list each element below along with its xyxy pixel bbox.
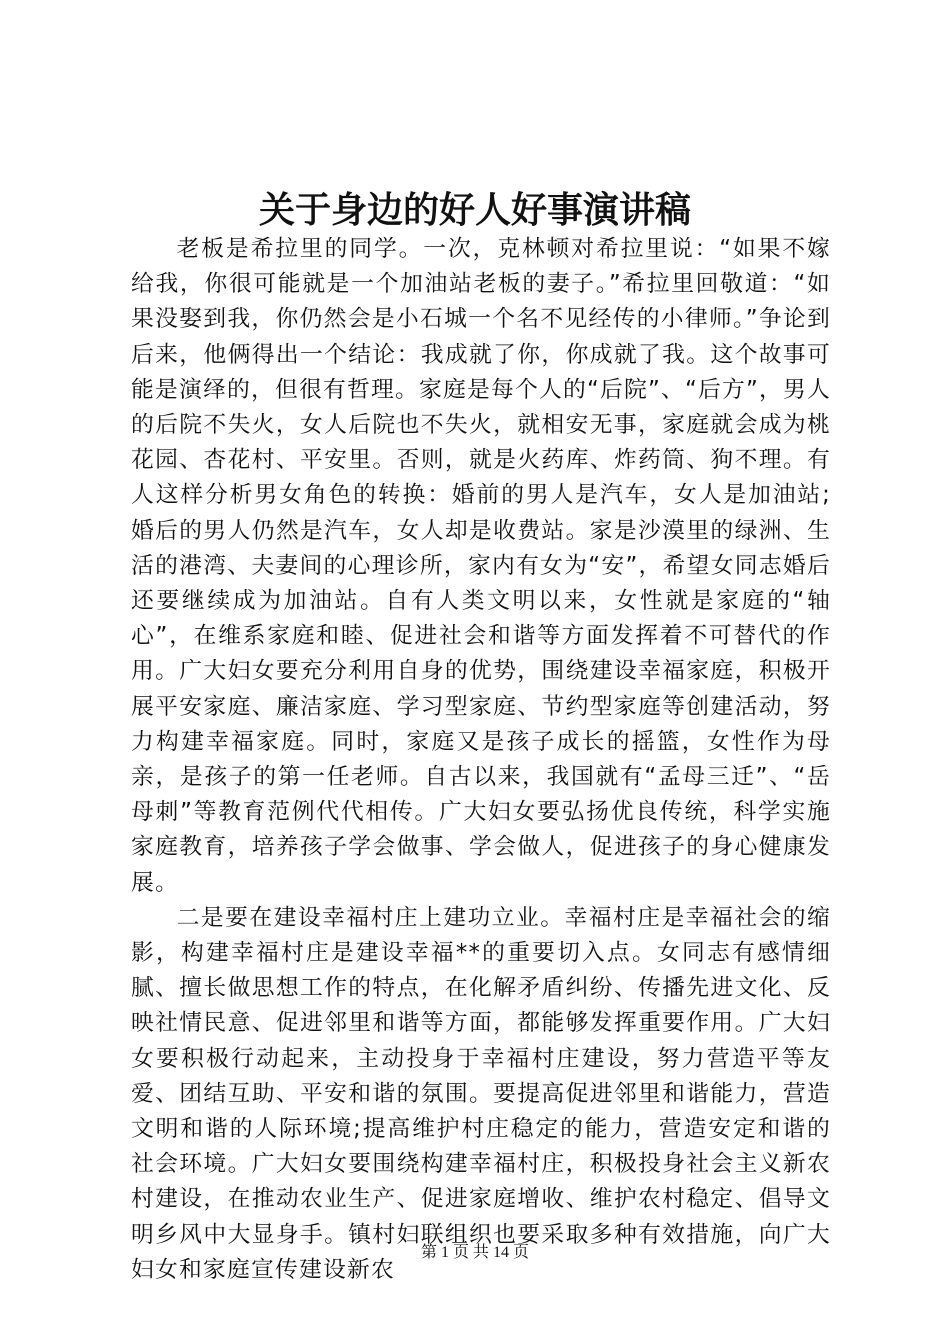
document-title: 关于身边的好人好事演讲稿: [258, 189, 691, 231]
document-body: [131, 232, 831, 1288]
paragraph: 二是要在建设幸福村庄上建功立业。幸福村庄是幸福社会的缩影，构建幸福村庄是建设幸福**的重要切入点。女同志有感情细腻、擅长做思想工作的特点，在化解矛盾纠纷、传播先进文化、反映社情民意、促进邻里和谐等方面，都能够发挥重要作用。广大妇女要积极行动起来，主动投身于幸福村庄建设，努力营造平等友爱、团结互助、平安和谐的氛围。要提高促进邻里和谐能力，营造文明和谐的人际环境;提高维护村庄稳定的能力，营造安定和谐的社会环境。广大妇女要围绕构建幸福村庄，积极投身社会主义新农村建设，在推动农业生产、促进家庭增收、维护农村稳定、倡导文明乡风中大显身手。镇村妇联组织也要采取多种有效措施，向广大妇女和家庭宣传建设新农: [131, 904, 831, 1283]
paragraph: 老板是希拉里的同学。一次，克林顿对希拉里说：“如果不嫁给我，你很可能就是一个加油站老板的妻子。”希拉里回敬道：“如果没娶到我，你仍然会是小石城一个名不见经传的小律师。”争论到后来，他俩得出一个结论：我成就了你，你成就了我。这个故事可能是演绎的，但很有哲理。家庭是每个人的“后院”、“后方”，男人的后院不失火，女人后院也不失火，就相安无事，家庭就会成为桃花园、杏花村、平安里。否则，就是火药库、炸药筒、狗不理。有人这样分析男女角色的转换：婚前的男人是汽车，女人是加油站;婚后的男人仍然是汽车，女人却是收费站。家是沙漠里的绿洲、生活的港湾、夫妻间的心理诊所，家内有女为“安”，希望女同志婚后还要继续成为加油站。自有人类文明以来，女性就是家庭的“轴心”，在维系家庭和睦、促进社会和谐等方面发挥着不可替代的作用。广大妇女要充分利用自身的优势，围绕建设幸福家庭，积极开展平安家庭、廉洁家庭、学习型家庭、节约型家庭等创建活动，努力构建幸福家庭。同时，家庭又是孩子成长的摇篮，女性作为母亲，是孩子的第一任老师。自古以来，我国就有“孟母三迁”、“岳母刺”等教育范例代代相传。广大妇女要弘扬优良传统，科学实施家庭教育，培养孩子学会做事、学会做人，促进孩子的身心健康发展。: [131, 236, 831, 896]
page-footer: 第 1 页 共 14 页: [420, 1244, 529, 1261]
